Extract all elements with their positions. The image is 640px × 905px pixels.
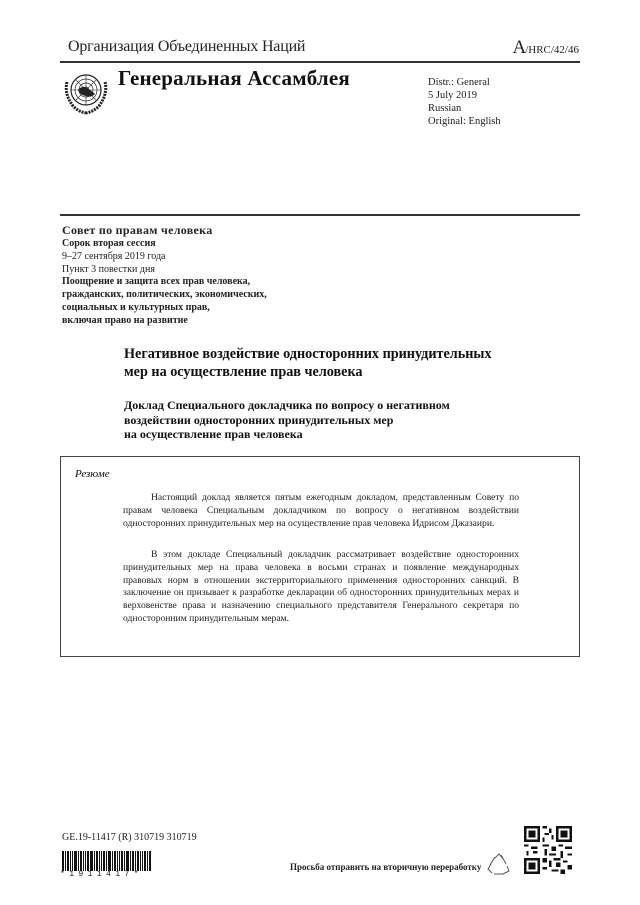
language-line: Russian <box>428 103 462 114</box>
symbol-rest: /HRC/42/46 <box>525 44 579 56</box>
symbol-prefix: A <box>512 37 526 58</box>
organization-name: Организация Объединенных Наций <box>68 38 306 55</box>
summary-label: Резюме <box>75 468 110 480</box>
summary-box <box>60 456 580 657</box>
sub-title-line: воздействии односторонних принудительных мер <box>124 412 394 427</box>
distr-line: Distr.: General <box>428 77 490 88</box>
document-symbol <box>512 37 579 59</box>
session-info <box>62 222 322 328</box>
un-emblem-icon <box>62 68 110 116</box>
barcode-text: *1911417* <box>60 870 143 879</box>
distribution-info <box>428 76 501 128</box>
barcode <box>62 851 154 871</box>
session-name: Сорок вторая сессия <box>62 238 156 249</box>
summary-paragraph: Настоящий доклад является пятым ежегодным докладом, представленным Совету по правам человека Специальным докладчиком по вопросу о негативном воздействии односторонних принудительных мер на осуществление прав человека Идрисом Джазаири. <box>123 492 519 529</box>
original-line: Original: English <box>428 116 501 127</box>
main-title-line: мер на осуществление прав человека <box>124 364 363 380</box>
assembly-title: Генеральная Ассамблея <box>118 66 350 90</box>
agenda-title-line: Поощрение и защита всех прав человека, <box>62 276 251 288</box>
session-dates: 9–27 сентября 2019 года <box>62 250 166 262</box>
sub-title-line: на осуществление прав человека <box>124 427 303 441</box>
header-rule <box>60 61 580 63</box>
header-bottom-rule <box>60 214 580 216</box>
council-name: Совет по правам человека <box>62 223 213 237</box>
sub-title <box>124 398 544 442</box>
summary-paragraph: В этом докладе Специальный докладчик рассматривает воздействие односторонних принудительных мер на права человека в восьми странах и появление международных правовых норм в отношении экстерриториального применения односторонних санкций. В заключение он призывает к разработке декларации об односторонних принудительных мерах и верховенстве права и назначению специального представителя Генерального секретаря по односторонним принудительным мерам. <box>123 549 519 624</box>
agenda-item: Пункт 3 повестки дня <box>62 263 155 275</box>
agenda-title-line: включая право на развитие <box>62 314 188 326</box>
document-number: GE.19-11417 (R) 310719 310719 <box>62 832 197 843</box>
recycle-text: Просьба отправить на вторичную переработку <box>290 862 482 872</box>
qr-code-icon <box>524 826 572 874</box>
agenda-title-line: социальных и культурных прав, <box>62 301 210 313</box>
recycle-icon <box>486 852 512 878</box>
agenda-title-line: гражданских, политических, экономических, <box>62 289 267 301</box>
sub-title-line: Доклад Специального докладчика по вопросу о негативном <box>124 398 450 412</box>
main-title <box>124 345 544 381</box>
date-line: 5 July 2019 <box>428 90 478 101</box>
main-title-line: Негативное воздействие односторонних принудительных <box>124 346 492 362</box>
